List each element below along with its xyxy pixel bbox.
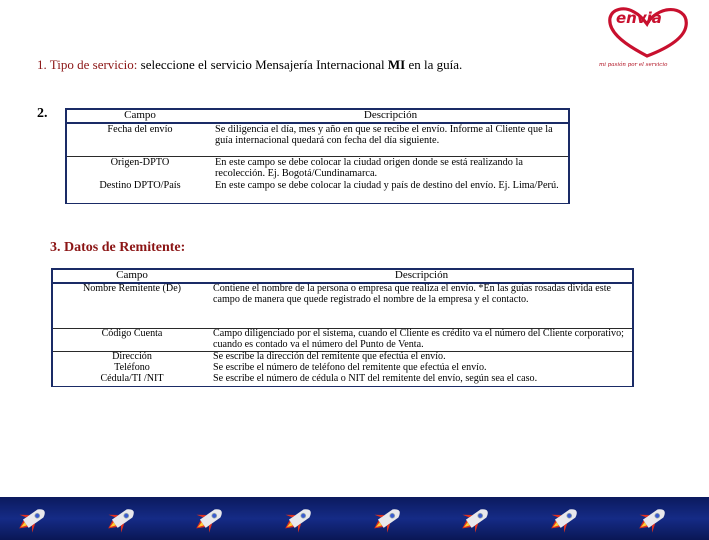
row-description: Contiene el nombre de la persona o empresa que realiza el envío. *En las guías rosadas divida este campo de manera que quede registrado el nombre de la empresa y el contacto. <box>213 283 612 305</box>
section-1-text-end: en la guía. <box>405 57 463 72</box>
row-field: Origen-DPTO <box>66 157 213 180</box>
table-row <box>52 329 633 352</box>
table-header-row <box>52 269 633 283</box>
rocket-icon <box>191 501 231 535</box>
row-description: En este campo se debe colocar la ciudad origen donde se está realizando la recolección. Ej. Bogotá/Cundinamarca. <box>213 157 569 180</box>
section-1-title: Tipo de servicio: <box>49 57 138 72</box>
row-field: Código Cuenta <box>52 329 211 352</box>
section-1-bold: MI <box>387 57 406 72</box>
rocket-icon <box>457 501 497 535</box>
row-field: Teléfono <box>114 361 150 373</box>
rocket-icon <box>546 501 586 535</box>
rocket-icon <box>634 501 674 535</box>
footer-banner <box>0 497 709 540</box>
row-description: Campo diligenciado por el sistema, cuando el Cliente es crédito va el número del Cliente corporativo; cuando es contado va el número del Punto de Venta. <box>211 329 633 352</box>
row-field: Destino DPTO/País <box>99 179 181 191</box>
header-description: Descripción <box>211 269 633 283</box>
rocket-icon <box>369 501 409 535</box>
table-row <box>66 180 569 204</box>
header-field: Campo <box>66 109 213 123</box>
row-description: En este campo se debe colocar la ciudad y país de destino del envío. Ej. Lima/Perú. <box>215 179 559 191</box>
section-1-number: 1. <box>37 57 47 72</box>
section-3-title: 3. Datos de Remitente: <box>50 240 186 255</box>
envia-logo <box>596 6 700 72</box>
row-field: Dirección <box>52 352 211 363</box>
table-row <box>66 123 569 157</box>
section-2-number: 2. <box>37 106 48 121</box>
section-1-text: seleccione el servicio Mensajería Internacional <box>137 57 388 72</box>
rocket-icon <box>103 501 143 535</box>
table-row <box>52 374 633 387</box>
rocket-icon <box>14 501 54 535</box>
row-field: Fecha del envío <box>107 124 173 135</box>
logo-wordmark: envia <box>616 9 662 27</box>
table-header-row <box>66 109 569 123</box>
row-field: Nombre Remitente (De) <box>82 283 182 294</box>
table-row <box>52 283 633 329</box>
service-fields-table <box>65 108 570 204</box>
header-description: Descripción <box>213 109 569 123</box>
row-description: Se diligencia el día, mes y año en que se recibe el envío. Informe al Cliente que la guía internacional quedará con fecha del día siguiente. <box>215 124 553 147</box>
section-1-heading <box>37 57 462 73</box>
row-description: Se escribe la dirección del remitente que efectúa el envío. <box>211 352 633 363</box>
logo-tagline: mi pasión por el servicio <box>599 62 668 68</box>
row-field: Cédula/TI /NIT <box>100 372 164 384</box>
row-description: Se escribe el número de teléfono del remitente que efectúa el envío. <box>213 361 487 373</box>
row-description: Se escribe el número de cédula o NIT del remitente del envío, según sea el caso. <box>213 372 538 384</box>
header-field: Campo <box>52 269 211 283</box>
rocket-icon <box>280 501 320 535</box>
sender-fields-table <box>51 268 634 387</box>
table-row <box>66 157 569 180</box>
